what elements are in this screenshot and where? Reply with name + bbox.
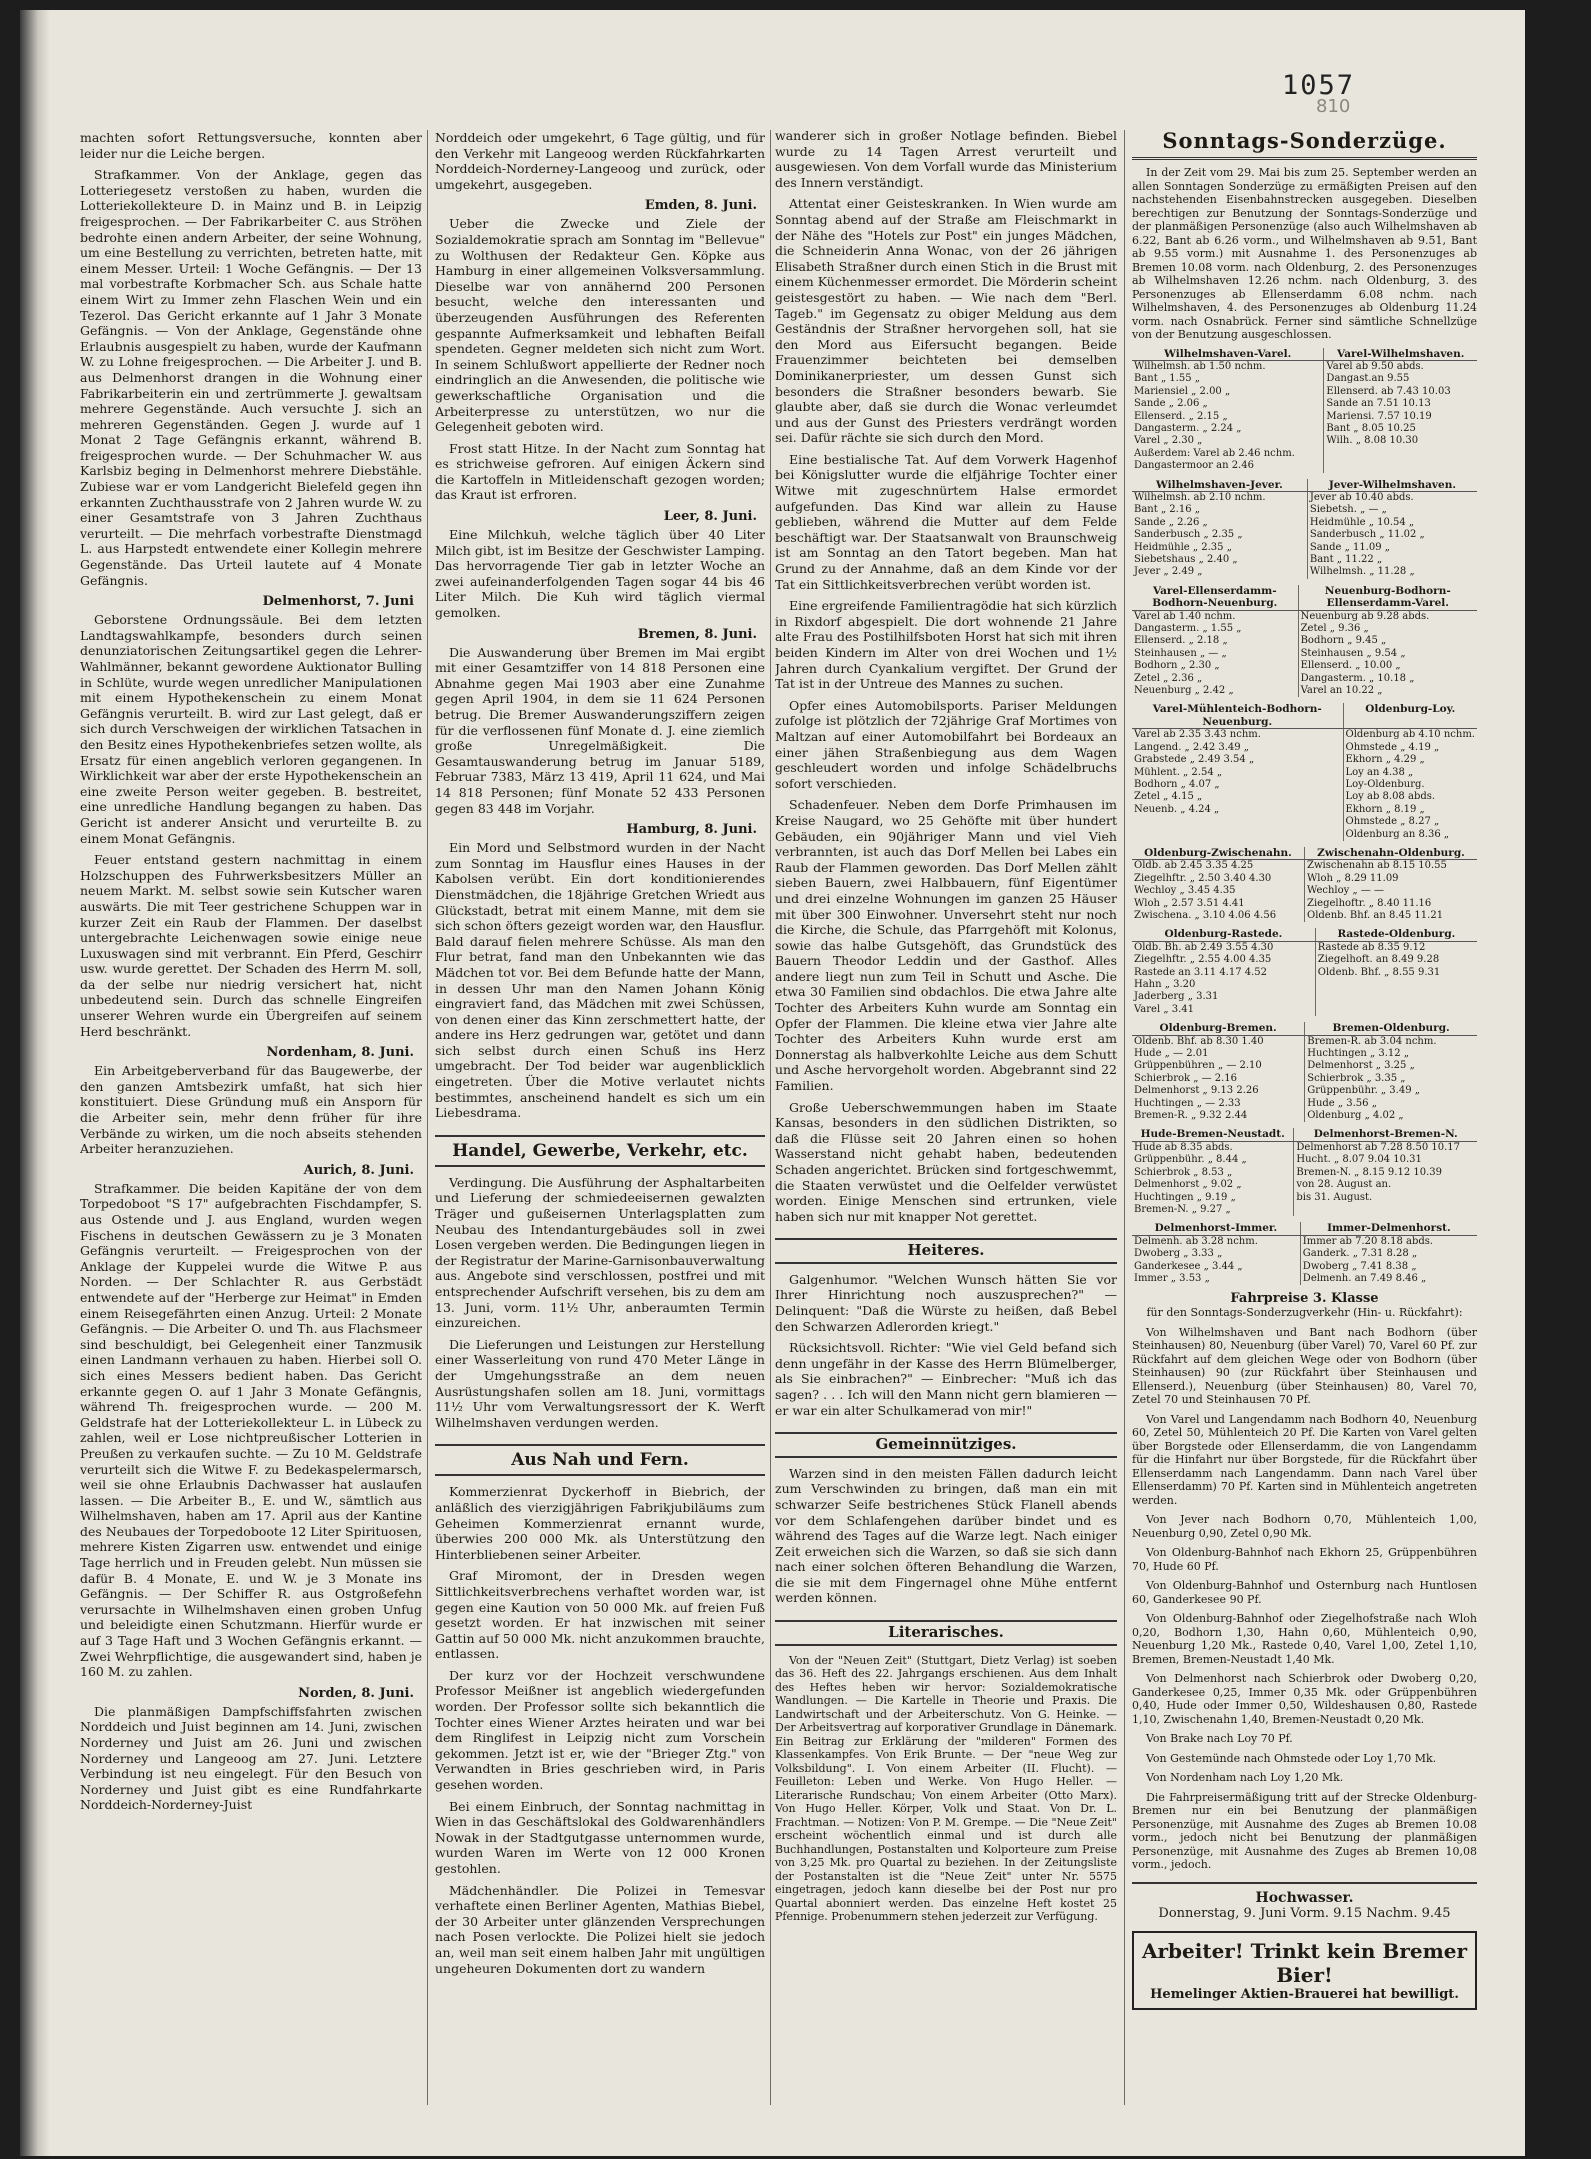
timetable-stop-row: Mariensiel „ 2.00 „ xyxy=(1132,386,1324,398)
article-paragraph: Von der "Neuen Zeit" (Stuttgart, Dietz Verlag) ist soeben das 36. Heft des 22. Jahrgangs erschienen. Aus dem Inhalt des Heftes heben wir hervor: Sozialdemokratische Wandlungen. — Die Kartelle in Theorie und Praxis. Die Landwirtschaft und der Arbeiterschutz. Von G. Heinke. — Der Arbeitsvertrag auf korporativer Grundlage in Dänemark. Ein Beitrag zur Erklärung der "milderen" Formen des Klassenkampfes. Von Erik Brunte. — Der "neue Weg zur Volksbildung". I. Von einem Arbeiter (II. Flucht). — Feuilleton: Leben und Werke. Von Hugo Heller. — Literarische Rundschau; Von einem Arbeiter (Otto Marx). Von Hugo Heller. Körper, Volk und Staat. Von Dr. L. Frachtman. — Notizen: Von P. M. Grempe. — Die "Neue Zeit" erscheint wöchentlich einmal und ist durch alle Buchhandlungen, Postanstalten und Kolporteure zum Preise von 3,25 Mk. pro Quartal zu beziehen. In der Zeitungsliste der Postanstalten ist die "Neue Zeit" unter Nr. 5575 eingetragen, jedoch kann dieselbe bei der Post nur pro Quartal abonniert werden. Das einzelne Heft kostet 25 Pfennige. Probenummern stehen jederzeit zur Verfügung. xyxy=(775,1653,1117,1924)
timetable-stop-row xyxy=(1132,816,1343,828)
timetable-stop-row: Bodhorn „ 2.30 „ xyxy=(1132,660,1298,672)
timetable-stop-row: Huchtingen „ 9.19 „ xyxy=(1132,1192,1294,1204)
book-binding xyxy=(20,10,50,2156)
timetable-stop-row: Siebetsh. „ — „ xyxy=(1309,504,1387,516)
timetable-stop-row: Rastede ab 8.35 9.12 xyxy=(1317,941,1426,953)
article-paragraph: Ueber die Zwecke und Ziele der Sozialdemokratie sprach am Sonntag im "Bellevue" zu Wolthusen der Redakteur Gen. Köpke aus Hamburg in einer allgemeinen Volksversammlung. Dieselbe war von annähernd 200 Personen besucht, welche den interessanten und überzeugenden Ausführungen des Referenten gespannte Aufmerksamkeit und lebhaften Beifall spendeten. Gegner meldeten sich nicht zum Wort. In seinem Schlußwort appellierte der Redner noch eindringlich an die Anwesenden, die politische wie gewerkschaftliche Organisation und die Arbeiterpresse zu unterstützen, wo nur die Gelegenheit geboten wird. xyxy=(435,216,765,435)
timetable-stop-row: Wloh „ 2.57 3.51 4.41 xyxy=(1132,898,1305,910)
dateline: Leer, 8. Juni. xyxy=(663,509,757,525)
timetable-stop-row: Bremen-R. „ 9.32 2.44 xyxy=(1132,1110,1305,1122)
article-paragraph: Die Auswanderung über Bremen im Mai ergibt mit einer Gesamtziffer von 14 818 Personen eine Abnahme gegen Mai 1903 aber eine Zunahme gegen April 1904, in dem sie 11 624 Personen betrug. Die Bremer Auswanderungsziffern zeigen für die verflossenen fünf Monate d. J. eine ziemlich große Unregelmäßigkeit. Die Gesamtauswanderung betrug im Januar 5189, Februar 7383, März 13 419, April 11 624, und Mai 14 818 Personen; fünf Monate 52 433 Personen gegen 83 448 im Vorjahr. xyxy=(435,644,765,816)
fares-title: Fahrpreise 3. Klasse xyxy=(1230,1291,1379,1307)
high-water-times: Donnerstag, 9. Juni Vorm. 9.15 Nachm. 9.45 xyxy=(1158,1905,1451,1921)
article-paragraph: Rücksichtsvoll. Richter: "Wie viel Geld befand sich denn ungefähr in der Kasse des Herrn Blümelberger, als Sie einbrachen?" — Einbrecher: "Muß ich das sagen? . . . Ich will den Mann nicht gern blamieren — er war ein alter Schulkamerad von mir!" xyxy=(775,1340,1117,1418)
article-paragraph: Schadenfeuer. Neben dem Dorfe Primhausen im Kreise Naugard, wo 25 Gehöfte mit über hundert Gebäuden, ein 90jähriger Mann und viel Vieh verbrannten, ist auch das Dorf Mellen bei Labes ein Raub der Flammen geworden. Das Dorf Mellen zählt sieben Bauern, zwei Halbbauern, fünf Eigentümer und drei einzelne Wohnungen im ganzen 25 Häuser mit über 300 Einwohner. Unversehrt steht nur noch die Kirche, die Schule, das Pfarrgehöft mit Kolonus, sowie das halbe Gutsgehöft, das Grundstück des Bauern Theodor Leddin und der Gasthof. Alles andere liegt nun zum Teil in Schutt und Asche. Die etwa 30 Familien sind obdachlos. Die etwa Jahre alte Tochter des Arbeiters Kuhn wurde am Sonntag ein Opfer der Flammen. Die kleine etwa vier Jahre alte Tochter des Arbeiters Kuhn wurde erst am Donnerstag als halbverkohlte Leiche aus dem Schutt und Asche hervorgeholt worden. Abgebrannt sind 22 Familien. xyxy=(775,797,1117,1094)
dateline: Nordenham, 8. Juni. xyxy=(266,1045,414,1061)
timetable-stop-row: Delmenh. ab 3.28 nchm. xyxy=(1132,1235,1300,1248)
timetable-stop-row: Zetel „ 4.15 „ xyxy=(1132,791,1343,803)
article-paragraph: Mädchenhändler. Die Polizei in Temesvar verhaftete einen Berliner Agenten, Mathias Biebel, der 30 Arbeiter unter glänzenden Versprechungen nach Posen verlockte. Die Polizei hielt sie jedoch an, weil man seit einem halben Jahr mit ungültigen ungeheuren Dokumenten dort zu wandern xyxy=(435,1882,765,1976)
column-4-timetable xyxy=(1132,128,1477,2128)
timetable-stop-row: Rastede an 3.11 4.17 4.52 xyxy=(1132,967,1315,979)
timetable-route-heading: Rastede-Oldenburg. xyxy=(1315,928,1477,941)
timetable-stop-row: Zetel „ 9.36 „ xyxy=(1300,623,1369,635)
timetable-stop-row: Heidmühle „ 2.35 „ xyxy=(1132,542,1307,554)
column-rule xyxy=(770,130,771,2105)
timetable-route-heading: Delmenhorst-Bremen-N. xyxy=(1294,1128,1477,1141)
timetable-stop-row: Bant „ 2.16 „ xyxy=(1132,504,1307,516)
column-1 xyxy=(80,130,422,2130)
timetable-stop-row: Huchtingen „ 3.12 „ xyxy=(1307,1048,1410,1060)
timetable-t7 xyxy=(1132,1022,1477,1122)
article-paragraph: Opfer eines Automobilsports. Pariser Meldungen zufolge ist plötzlich der 72jährige Graf Mortimes von Maltzan auf einer Automobilfahrt bei Bordeaux an einer jähen Straßenbiegung aus dem Wagen geschleudert worden und infolge Schädelbruchs sofort verschieden. xyxy=(775,697,1117,791)
fare-paragraph: Von Nordenham nach Loy 1,20 Mk. xyxy=(1146,1771,1344,1785)
timetable-stop-row: Ekhorn „ 4.29 „ xyxy=(1345,754,1425,766)
timetable-stop-row: Dangasterm. „ 10.18 „ xyxy=(1300,672,1415,684)
timetable-t4 xyxy=(1132,703,1477,840)
fare-paragraph: Von Delmenhorst nach Schierbrok oder Dwoberg 0,20, Ganderkesee 0,25, Immer 0,35 Mk. oder Grüppenbühren 0,40, Hude oder Immer 0,50, Wildeshausen 0,80, Rastede 1,10, Zwischenahn 1,40, Bremen-Neustadt 0,20 Mk. xyxy=(1132,1672,1477,1726)
fare-paragraph: Die Fahrpreisermäßigung tritt auf der Strecke Oldenburg-Bremen nur ein bei Benutzung der planmäßigen Personenzüge, mit Ausnahme des Zuges ab Bremen 10.08 vorm., jedoch nicht bei Benutzung der planmäßigen Personenzüge, mit Ausnahme des Zuges ab Bremen 10,08 vorm., jedoch. xyxy=(1132,1790,1477,1872)
timetable-stop-row: Wilhelmsh. ab 2.10 nchm. xyxy=(1132,491,1307,504)
timetable-stop-row: Ziegelhoftr. „ 8.40 11.16 xyxy=(1307,897,1432,909)
timetable-stop-row: Immer ab 7.20 8.18 abds. xyxy=(1302,1235,1434,1247)
timetable-stop-row: Hucht. „ 8.07 9.04 10.31 xyxy=(1296,1154,1422,1166)
timetable-stop-row: Schierbrok „ 8.53 „ xyxy=(1132,1167,1294,1179)
article-paragraph: Die planmäßigen Dampfschiffsfahrten zwischen Norddeich und Juist beginnen am 14. Juni, zwischen Norderney und Juist am 26. Juni und zwischen Norderney und Langeoog am 27. Juni. Letztere Verbindung ist neu eingelegt. Für den Besuch von Norderney und Juist gibt es eine Rundfahrkarte Norddeich-Norderney-Juist xyxy=(80,1703,422,1813)
timetable-route-heading: Varel-Mühlenteich-Bodhorn-Neuenburg. xyxy=(1132,703,1343,728)
timetable-stop-row: Außerdem: Varel ab 2.46 nchm. xyxy=(1132,448,1324,460)
dateline: Bremen, 8. Juni. xyxy=(637,626,757,642)
timetable-stop-row: Sande „ 2.26 „ xyxy=(1132,517,1307,529)
fare-paragraph: Von Varel und Langendamm nach Bodhorn 40, Neuenburg 60, Zetel 50, Mühlenteich 20 Pf. Die Karten von Varel gelten über Borgstede oder Ellenserdamm, die von Langendamm für die Hinfahrt nur über Borgstede, für die Rückfahrt über Ellenserdamm nach Langendamm. Dann nach Varel über Ellenserdamm) 70 Pf. Karten sind in Mühlenteich angetreten werden. xyxy=(1132,1412,1477,1507)
timetable-stop-row: Sande „ 2.06 „ xyxy=(1132,398,1324,410)
timetable-stop-row: Wilhelmsh. ab 1.50 nchm. xyxy=(1132,360,1324,373)
timetable-stop-row: Hude „ — 2.01 xyxy=(1132,1048,1305,1060)
timetable-stop-row: Dangasterm. „ 1.55 „ xyxy=(1132,623,1298,635)
timetable-stop-row: Ellenserd. „ 2.18 „ xyxy=(1132,635,1298,647)
timetable-route-heading: Oldenburg-Rastede. xyxy=(1132,928,1315,941)
article-paragraph: Bei einem Einbruch, der Sonntag nachmittag in Wien in das Geschäftslokal des Goldwarenhändlers Nowak in der Stadtgutgasse unternommen wurde, wurden Waren im Werte von 12 000 Kronen gestohlen. xyxy=(435,1798,765,1876)
timetable-stop-row: Ekhorn „ 8.19 „ xyxy=(1345,803,1425,815)
timetable-stop-row: Zetel „ 2.36 „ xyxy=(1132,673,1298,685)
timetable-route-heading: Oldenburg-Zwischenahn. xyxy=(1132,847,1305,860)
dateline: Delmenhorst, 7. Juni xyxy=(262,594,414,610)
fare-paragraph: Von Oldenburg-Bahnhof und Osternburg nach Huntlosen 60, Ganderkesee 90 Pf. xyxy=(1132,1579,1477,1606)
timetable-stop-row: Jaderberg „ 3.31 xyxy=(1132,991,1315,1003)
timetable-t6 xyxy=(1132,928,1477,1016)
timetable-stop-row: Steinhausen „ 9.54 „ xyxy=(1300,647,1406,659)
timetable-stop-row: Ellenserd. ab 7.43 10.03 xyxy=(1326,385,1451,397)
timetable-stop-row: Loy an 4.38 „ xyxy=(1345,766,1414,778)
fare-paragraph: Von Wilhelmshaven und Bant nach Bodhorn (über Steinhausen) 80, Neuenburg (über Varel) 70, Varel 60 Pf. zur Rückfahrt auf dem gleichen Wege oder von Bodhorn (über Steinhausen) 90 (zur Rückfahrt über Steinhausen und Ellenserd.), Neuenburg (über Steinhausen) 80, Varel 70, Zetel 70 und Steinhausen 70 Pf. xyxy=(1132,1325,1477,1407)
fare-paragraph: Von Oldenburg-Bahnhof nach Ekhorn 25, Grüppenbühren 70, Hude 60 Pf. xyxy=(1132,1546,1477,1573)
timetable-stop-row: Bremen-R. ab 3.04 nchm. xyxy=(1307,1035,1437,1047)
timetable-stop-row: Jever „ 2.49 „ xyxy=(1132,566,1307,578)
article-paragraph: Die Lieferungen und Leistungen zur Herstellung einer Wasserleitung von rund 470 Meter Länge in der Umgehungsstraße an dem neuen Ausrüstungshafen sollen am 18. Juni, vormittags 11½ Uhr vom Verwaltungsressort der K. Werft Wilhelmshaven verdungen werden. xyxy=(435,1336,765,1430)
timetable-t8 xyxy=(1132,1128,1477,1216)
timetable-stop-row: Dangastermoor an 2.46 xyxy=(1132,460,1324,472)
timetable-stop-row xyxy=(1315,1004,1477,1016)
article-paragraph: machten sofort Rettungsversuche, konnten aber leider nur die Leiche bergen. xyxy=(80,130,422,161)
timetable-stop-row: Mariensi. 7.57 10.19 xyxy=(1326,410,1432,422)
timetable-stop-row: Oldenb. Bhf. an 8.45 11.21 xyxy=(1307,909,1444,921)
timetable-stop-row: Wechloy „ 3.45 4.35 xyxy=(1132,885,1305,897)
timetable-stop-row: Neuenburg ab 9.28 abds. xyxy=(1300,610,1430,622)
timetable-stop-row: Delmenhorst ab 7.28 8.50 10.17 xyxy=(1296,1141,1460,1153)
fare-paragraph: Von Brake nach Loy 70 Pf. xyxy=(1146,1732,1293,1746)
timetable-stop-row: Delmenhorst „ 3.25 „ xyxy=(1307,1060,1415,1072)
timetable-stop-row: Loy ab 8.08 abds. xyxy=(1345,791,1436,803)
timetable-stop-row: Siebetshaus „ 2.40 „ xyxy=(1132,554,1307,566)
article-paragraph: Strafkammer. Von der Anklage, gegen das Lotteriegesetz verstoßen zu haben, wurden die Lotteriekollekteure D. in Mainz und B. in Leipzig freigesprochen. — Der Fabrikarbeiter C. aus Ströhen bedrohte einen andern Arbeiter, der seine Wohnung, um eine Bestellung zu verrichten, betreten hatte, mit einem Messer. Urteil: 1 Woche Gefängnis. — Der 13 mal vorbestrafte Korbmacher Sch. aus Schale hatte einem Wirt zu Immer zehn Flaschen Wein und ein Tezerol. Das Gericht erkannte auf 1 Jahr 3 Monate Gefängnis. — Von der Anklage, Gegenstände ohne Erlaubnis ausgespielt zu haben, wurde der Kaufmann W. zu Lohne freigesprochen. — Die Arbeiter J. und B. aus Delmenhorst drangen in die Wohnung einer Fabrikarbeiterin ein und zertrümmerte J. gewaltsam mehrere Gegenstände. Auch versuchte J. sich an mehreren Gegenständen. Gegen J. wurde auf 1 Monat 2 Tage Gefängnis erkannt, während B. freigesprochen wurde. — Der Schuhmacher W. aus Karlsbiz beging in Delmenhorst mehrere Diebstähle. Zubiese war er vom Landgericht Bielefeld gegen ihn erkannten Zuchthausstrafe von 2 Jahren wurde W. zu einer Gesamtstrafe von 3 Jahren Zuchthaus verurteilt. — Die mehrfach vorbestrafte Dienstmagd L. aus Harpstedt entwendete einer Kollegin mehrere Gegenstände. Das Urteil lautete auf 4 Monate Gefängnis. xyxy=(80,167,422,588)
section-heading: Literarisches. xyxy=(775,1620,1117,1646)
timetable-stop-row: Bremen-N. „ 9.27 „ xyxy=(1132,1204,1294,1216)
timetable-stop-row: bis 31. August. xyxy=(1296,1191,1373,1203)
timetable-stop-row: Oldenburg „ 4.02 „ xyxy=(1307,1110,1404,1122)
timetable-route-heading: Delmenhorst-Immer. xyxy=(1132,1222,1300,1235)
timetable-stop-row xyxy=(1315,979,1477,991)
timetable-title: Sonntags-Sonderzüge. xyxy=(1132,128,1477,160)
timetable-stop-row: Dwoberg „ 7.41 8.38 „ xyxy=(1302,1260,1417,1272)
timetable-route-heading: Hude-Bremen-Neustadt. xyxy=(1132,1128,1294,1141)
fare-paragraph: Von Jever nach Bodhorn 0,70, Mühlenteich 1,00, Neuenburg 0,90, Zetel 0,90 Mk. xyxy=(1132,1513,1477,1540)
article-paragraph: Eine bestialische Tat. Auf dem Vorwerk Hagenhof bei Königslutter wurde die elfjährige Tochter einer Witwe mit zugeschnürtem Halse ermordet aufgefunden. Das Kind war allein zu Hause geblieben, während die Mutter auf dem Felde beschäftigt war. Der Staatsanwalt von Braunschweig ist am Sonntag an den Tatort begeben. Man hat Grund zu der Annahme, daß an dem Kinde vor der Tat ein Sittlichkeitsverbrechen verübt worden ist. xyxy=(775,451,1117,592)
article-paragraph: Attentat einer Geisteskranken. In Wien wurde am Sonntag abend auf der Straße am Fleischmarkt in der Nähe des "Hotels zur Post" ein junges Mädchen, die Schneiderin Anna Wonac, von der 26 jährigen Elisabeth Straßner durch einen Stich in die Brust mit einem Küchenmesser ermordet. Die Mörderin scheint geistesgestört zu haben. — Wie nach dem "Berl. Tageb." im Gegensatz zu obiger Meldung aus dem Geständnis der Straßner hervorgehen soll, hat sie den Mord aus Eifersucht begangen. Beide Frauenzimmer beichteten bei demselben Dominikanerpriester, um dessen Gunst sich besonders die Straßner besonders bewarb. Sie glaubte aber, daß sie durch die Wonac verleumdet und aus der Gunst des Priesters verdrängt worden sei. Dafür rächte sie sich durch den Mord. xyxy=(775,196,1117,446)
timetable-stop-row: Heidmühle „ 10.54 „ xyxy=(1309,516,1415,528)
timetable-stop-row: Sanderbusch „ 11.02 „ xyxy=(1309,529,1425,541)
timetable-stop-row: Grüppenbühren „ — 2.10 xyxy=(1132,1060,1305,1072)
timetable-stop-row: Schierbrok „ — 2.16 xyxy=(1132,1073,1305,1085)
article-paragraph: Ein Mord und Selbstmord wurden in der Nacht zum Sonntag im Hausflur eines Hauses in der Kabolsen verübt. Ein dort konditionierendes Dienstmädchen, die 18jährige Gretchen Wriedt aus Glückstadt, betrat mit einem Manne, mit dem sie sich schon öfters gezeigt worden war, den Hausflur. Bald darauf fielen mehrere Schüsse. Als man den Flur betrat, fand man den Unbekannten wie das Mädchen tot vor. Bei dem Befunde hatte der Mann, in dessen Uhr man den Namen Johann König eingraviert fand, das Mädchen mit zwei Schüssen, von denen einer das Kinn zerschmettert hatte, der andere ins Herz gedrungen war, getötet und dann sich selbst durch einen Schuß ins Herz umgebracht. Der Tod beider war augenblicklich eingetreten. Über die Motive verlautet nichts bestimmtes, anscheinend handelt es sich um ein Liebesdrama. xyxy=(435,840,765,1121)
timetable-stop-row: Ganderk. „ 7.31 8.28 „ xyxy=(1302,1248,1418,1260)
timetable-t1 xyxy=(1132,348,1477,473)
column-rule xyxy=(1124,130,1125,2105)
timetable-stop-row: Dangasterm. „ 2.24 „ xyxy=(1132,423,1324,435)
pencil-mark: 810 xyxy=(1316,96,1351,117)
dateline: Norden, 8. Juni. xyxy=(298,1685,414,1701)
timetable-stop-row: Delmenh. an 7.49 8.46 „ xyxy=(1302,1272,1427,1284)
high-water-title: Hochwasser. xyxy=(1132,1882,1477,1906)
timetable-blocks xyxy=(1132,348,1477,1286)
timetable-stop-row: Oldenburg ab 4.10 nchm. xyxy=(1345,729,1475,741)
article-paragraph: Graf Miromont, der in Dresden wegen Sittlichkeitsverbrechens verhaftet worden war, ist gegen eine Kaution von 50 000 Mk. auf freien Fuß gesetzt worden. Er hat inzwischen mit seiner Gattin auf 50 000 Mk. nicht anzukommen brauchte, entlassen. xyxy=(435,1568,765,1662)
section-heading: Heiteres. xyxy=(775,1238,1117,1264)
timetable-stop-row: Ohmstede „ 4.19 „ xyxy=(1345,741,1440,753)
timetable-route-heading: Varel-Ellenserdamm-Bodhorn-Neuenburg. xyxy=(1132,585,1298,610)
timetable-stop-row: Ziegelhoft. an 8.49 9.28 xyxy=(1317,954,1440,966)
timetable-stop-row: Loy-Oldenburg. xyxy=(1345,778,1425,790)
timetable-stop-row: Wechloy „ — — xyxy=(1307,885,1385,897)
section-heading: Gemeinnütziges. xyxy=(775,1432,1117,1458)
article-paragraph: Kommerzienrat Dyckerhoff in Biebrich, der anläßlich des vierzigjährigen Fabrikjubiläums zum Geheimen Kommerzienrat ernannt wurde, überwies 200 000 Mk. als Unterstützung den Hinterbliebenen seiner Arbeiter. xyxy=(435,1484,765,1562)
timetable-stop-row: Delmenhorst „ 9.13 2.26 xyxy=(1132,1085,1305,1097)
fare-paragraph: Von Oldenburg-Bahnhof oder Ziegelhofstraße nach Wloh 0,20, Bodhorn 1,30, Hahn 0,60, Mühlenteich 0,90, Neuenburg 1,20 Mk., Rastede 0,40, Varel 1,00, Zetel 1,10, Bremen, Bremen-Neustadt 1,40 Mk. xyxy=(1132,1612,1477,1666)
timetable-route-heading: Oldenburg-Bremen. xyxy=(1132,1022,1305,1035)
timetable-stop-row: Neuenb. „ 4.24 „ xyxy=(1132,804,1343,816)
article-paragraph: Feuer entstand gestern nachmittag in einem Holzschuppen des Fuhrwerksbesitzers Müller an neuem Markt. M. selbst sowie sein Kutscher waren auswärts. Die mit Teer gestrichene Schuppen war in kurzer Zeit ein Raub der Flammen. Der daselbst untergebrachte Leichenwagen sowie einige neue Luxuswagen sind mit verbrannt. Ein Pferd, Geschirr usw. wurde gerettet. Der Schaden des Herrn M. soll, da der selbe nur niedrig versichert hat, nicht unbedeutend sein. Durch das schnelle Eingreifen unserer Wehren wurde ein Übergreifen auf seinem Herd beschränkt. xyxy=(80,852,422,1039)
article-paragraph: Strafkammer. Die beiden Kapitäne der von dem Torpedoboot "S 17" aufgebrachten Fischdampfer, S. aus Ostende und J. aus England, wurden wegen Fischens in deutschen Gewässern zu je 3 Monaten Gefängnis verurteilt. — Freigesprochen von der Anklage der Kuppelei wurde die Witwe P. aus Norden. — Der Schlachter R. aus Gerbstädt entwendete auf der "Herberge zur Heimat" in Emden einem Reisegefährten einen Anzug. Urteil: 2 Monate Gefängnis. — Die Arbeiter O. und Th. aus Flachsmeer sind beschuldigt, bei Gelegenheit einer Tanzmusik einen Landmann verhauen zu haben. Hierbei soll O. sich eines Messers bedient haben. Das Gericht erkannte gegen O. auf 1 Jahr 3 Monate Gefängnis, während Th. freigesprochen wurde. — 200 M. Geldstrafe hat der Lotteriekollekteur L. in Lübeck zu zahlen, weil er Lose nichtpreußischer Lotterien in Preußen zu verkaufen suchte. — Zu 10 M. Geldstrafe verurteilt sich die Witwe F. zu Bedekaspelermarsch, weil sie ohne Erlaubnis Dachwasser hat auslaufen lassen. — Die Arbeiter B., E. und W., sämtlich aus Wilhelmshaven, haben am 17. April aus der Kantine des Neubaues der Torpedoboote 12 Liter Spirituosen, mehrere Kisten Zigarren usw. entwendet und einige Tage herrlich und in Freuden gelebt. Nun müssen sie dafür B. 4 Monate, E. und W. je 3 Monate ins Gefängnis. — Der Schiffer R. aus Ostgroßefehn verursachte in Wilhelmshaven einen groben Unfug und beleidigte einen Schutzmann. Hierfür wurde er auf 3 Tage Haft und 3 Wochen Gefängnis erkannt. — Zwei Wehrpflichtige, die ausgewandert sind, haben je 160 M. zu zahlen. xyxy=(80,1180,422,1680)
timetable-stop-row: Mühlent. „ 2.54 „ xyxy=(1132,767,1343,779)
timetable-stop-row: Varel ab 1.40 nchm. xyxy=(1132,610,1298,623)
timetable-stop-row: Oldenburg an 8.36 „ xyxy=(1345,828,1450,840)
timetable-route-heading: Jever-Wilhelmshaven. xyxy=(1307,479,1477,492)
fare-paragraph: Von Gestemünde nach Ohmstede oder Loy 1,70 Mk. xyxy=(1146,1751,1437,1765)
timetable-stop-row: Bodhorn „ 4.07 „ xyxy=(1132,779,1343,791)
timetable-stop-row: Bant „ 11.22 „ xyxy=(1309,554,1383,565)
article-paragraph: Frost statt Hitze. In der Nacht zum Sonntag hat es strichweise gefroren. Auf einigen Äckern sind die Kartoffeln in Mitleidenschaft gezogen worden; das Kraut ist erfroren. xyxy=(435,440,765,503)
article-paragraph: Geborstene Ordnungssäule. Bei dem letzten Landtagswahlkampfe, besonders durch seinen denunziatorischen Zeitungsartikel gegen die Lehrer-Wahlmänner, bekannt gewordene Auktionator Bulling in Schlüte, wurde wegen unredlicher Manipulationen mit einem Hypothekenschein zu einem Monat Gefängnis verurteilt. B. wird zur Last gelegt, daß er sich durch Verschweigen der wirklichen Tatsachen in den Besitz eines Hypothekenbriefes setzen wollte, als Ersatz für einen angeblich verloren gegangenen. In Wirklichkeit war aber der erste Hypothekenschein an eine zweite Person weiter gegeben. B. bestreitet, eine unredliche Handlung begangen zu haben. Das Gericht ist anderer Ansicht und verurteilte B. zu einem Monat Gefängnis. xyxy=(80,612,422,846)
column-rule xyxy=(427,130,428,2105)
timetable-stop-row: Grüppenbühr. „ 3.49 „ xyxy=(1307,1085,1420,1097)
article-paragraph: Warzen sind in den meisten Fällen dadurch leicht zum Verschwinden zu bringen, daß man ein mit schwarzer Seife bestrichenes Stück Flanell abends vor dem Schlafengehen darüber bindet und es während des Tages auf die Warze legt. Nach einiger Zeit erweichen sich die Warzen, so daß sie sich dann nach einer solchen öfteren Behandlung die Warzen, die sie mit dem Fingernagel ohne Mühe entfernt werden können. xyxy=(775,1465,1117,1606)
timetable-stop-row: Varel an 10.22 „ xyxy=(1300,685,1383,697)
timetable-stop-row: Neuenburg „ 2.42 „ xyxy=(1132,685,1298,697)
dateline: Emden, 8. Juni. xyxy=(644,198,757,214)
timetable-stop-row: Immer „ 3.53 „ xyxy=(1132,1273,1300,1285)
article-paragraph: Große Ueberschwemmungen haben im Staate Kansas, besonders in den südlichen Distrikten, so daß die Flüsse seit 20 Jahren einen so hohen Wasserstand nicht gehabt haben, bedeutenden Schaden angerichtet. Brücken sind fortgeschwemmt, die Staaten verwüstet und die Oelfelder verwüstet worden. Einige Menschen sind ertrunken, viele haben sich nur mit knapper Not gerettet. xyxy=(775,1099,1117,1224)
fares-subtitle: für den Sonntags-Sonderzugverkehr (Hin- u. Rückfahrt): xyxy=(1146,1306,1463,1320)
timetable-t3 xyxy=(1132,585,1477,698)
article-paragraph: wanderer sich in großer Notlage befinden. Biebel wurde zu 14 Tagen Arrest verurteilt und ausgewiesen. Von dem Vorfall wurde das Ministerium des Innern verständigt. xyxy=(775,128,1117,190)
dateline: Aurich, 8. Juni. xyxy=(303,1162,414,1178)
timetable-stop-row: Hahn „ 3.20 xyxy=(1132,979,1315,991)
page-number: 1057 xyxy=(1282,70,1356,101)
article-paragraph: Verdingung. Die Ausführung der Asphaltarbeiten und Lieferung der schmiedeeisernen gewalzten Träger und gußeisernen Unterlagsplatten zum Neubau des Intendanturgebäudes soll in zwei Losen vergeben werden. Die Bedingungen liegen in der Registratur der Marine-Garnisonbauverwaltung aus. Angebote sind verschlossen, postfrei und mit entsprechender Aufschrift versehen, bis zu dem am 13. Juni, vorm. 11½ Uhr, anberaumten Termin einzureichen. xyxy=(435,1174,765,1331)
timetable-stop-row: Oldenb. Bhf. ab 8.30 1.40 xyxy=(1132,1035,1305,1048)
dateline: Hamburg, 8. Juni. xyxy=(626,822,757,838)
timetable-route-heading: Varel-Wilhelmshaven. xyxy=(1324,348,1477,361)
article-paragraph: Norddeich oder umgekehrt, 6 Tage gültig, und für den Verkehr mit Langeoog werden Rückfahrkarten Norddeich-Norderney-Langeoog und zurück, oder umgekehrt, ausgegeben. xyxy=(435,130,765,192)
timetable-route-heading: Wilhelmshaven-Jever. xyxy=(1132,479,1307,492)
timetable-route-heading: Immer-Delmenhorst. xyxy=(1300,1222,1477,1235)
newspaper-page xyxy=(20,10,1525,2156)
timetable-stop-row: Grabstede „ 2.49 3.54 „ xyxy=(1132,754,1343,766)
ad-subline: Hemelinger Aktien-Brauerei hat bewilligt. xyxy=(1150,1986,1459,2002)
timetable-stop-row: Oldb. Bh. ab 2.49 3.55 4.30 xyxy=(1132,941,1315,954)
timetable-stop-row: Ziegelhftr. „ 2.50 3.40 4.30 xyxy=(1132,873,1305,885)
timetable-route-heading: Bremen-Oldenburg. xyxy=(1305,1022,1477,1035)
column-3 xyxy=(775,128,1117,2128)
timetable-stop-row: Huchtingen „ — 2.33 xyxy=(1132,1098,1305,1110)
timetable-stop-row: Dangast.an 9.55 xyxy=(1326,373,1410,385)
timetable-route-heading: Neuenburg-Bodhorn-Ellenserdamm-Varel. xyxy=(1298,585,1477,610)
timetable-t2 xyxy=(1132,479,1477,579)
timetable-stop-row: Oldb. ab 2.45 3.35 4.25 xyxy=(1132,860,1305,873)
timetable-stop-row: Sande „ 11.09 „ xyxy=(1309,541,1390,553)
timetable-stop-row: Varel „ 3.41 xyxy=(1132,1004,1315,1016)
timetable-stop-row: Wilh. „ 8.08 10.30 xyxy=(1326,435,1419,447)
timetable-stop-row: Bremen-N. „ 8.15 9.12 10.39 xyxy=(1296,1166,1443,1178)
timetable-stop-row: Ganderkesee „ 3.44 „ xyxy=(1132,1261,1300,1273)
article-paragraph: Ein Arbeitgeberverband für das Baugewerbe, der den ganzen Amtsbezirk umfaßt, hat sich hier konstituiert. Diese Gründung muß ein Ansporn für die Arbeiter sein, mehr denn früher für ihre Verbände zu wirken, um die noch abseits stehenden Arbeiter heranzuziehen. xyxy=(80,1063,422,1157)
article-paragraph: Eine ergreifende Familientragödie hat sich kürzlich in Rixdorf abgespielt. Die dort wohnende 21 Jahre alte Frau des Postilhilfsboten Horst hat sich mit ihren beiden Kindern im Alter von drei Wochen und 1½ Jahren durch Cyankalium vergiftet. Der Grund der Tat ist in der Untreue des Mannes zu suchen. xyxy=(775,598,1117,692)
timetable-stop-row: Varel „ 2.30 „ xyxy=(1132,435,1324,447)
timetable-stop-row xyxy=(1324,460,1477,472)
timetable-stop-row: Sande an 7.51 10.13 xyxy=(1326,398,1431,410)
timetable-stop-row xyxy=(1132,829,1343,841)
timetable-stop-row: Jever ab 10.40 abds. xyxy=(1309,491,1414,503)
timetable-t9 xyxy=(1132,1222,1477,1285)
timetable-stop-row: Steinhausen „ — „ xyxy=(1132,648,1298,660)
timetable-stop-row: Wilhelmsh. „ 11.28 „ xyxy=(1309,566,1415,578)
timetable-stop-row: Ziegelhftr. „ 2.55 4.00 4.35 xyxy=(1132,954,1315,966)
timetable-stop-row: Varel ab 2.35 3.43 nchm. xyxy=(1132,729,1343,742)
timetable-stop-row: Varel ab 9.50 abds. xyxy=(1326,360,1424,372)
timetable-stop-row: Ohmstede „ 8.27 „ xyxy=(1345,816,1440,828)
timetable-stop-row: Ellenserd. „ 10.00 „ xyxy=(1300,660,1401,672)
article-paragraph: Eine Milchkuh, welche täglich über 40 Liter Milch gibt, ist im Besitze der Geschwister Lamping. Das hervorragende Tier gab in letzter Woche an zwei aufeinanderfolgenden Tagen sogar 44 bis 46 Liter Milch. Die Kuh wird täglich viermal gemolken. xyxy=(435,527,765,621)
timetable-stop-row xyxy=(1294,1204,1477,1216)
timetable-stop-row: Hude „ 3.56 „ xyxy=(1307,1097,1377,1109)
ad-headline: Arbeiter! Trinkt kein Bremer Bier! xyxy=(1141,1938,1468,1987)
timetable-route-heading: Zwischenahn-Oldenburg. xyxy=(1305,847,1478,860)
timetable-stop-row: Zwischenahn ab 8.15 10.55 xyxy=(1307,860,1447,872)
timetable-route-heading: Wilhelmshaven-Varel. xyxy=(1132,348,1324,361)
article-paragraph: Der kurz vor der Hochzeit verschwundene Professor Meißner ist angeblich wiedergefunden worden. Der Professor sollte sich bekanntlich die Tochter eines Wiener Arztes heiraten und war bei dem Ringlifest in Leipzig nicht zum Vorschein gekommen. Jetzt ist er, wie der "Brieger Ztg." von Verwandten in Bries geschrieben wird, in Paris gesehen worden. xyxy=(435,1667,765,1793)
timetable-stop-row xyxy=(1324,448,1477,460)
timetable-stop-row: Langend. „ 2.42 3.49 „ xyxy=(1132,742,1343,754)
timetable-stop-row: Oldenb. Bhf. „ 8.55 9.31 xyxy=(1317,966,1441,978)
column-2 xyxy=(435,130,765,2130)
timetable-stop-row: Grüppenbühr. „ 8.44 „ xyxy=(1132,1154,1294,1166)
timetable-stop-row: Schierbrok „ 3.35 „ xyxy=(1307,1072,1406,1084)
timetable-stop-row: Wloh „ 8.29 11.09 xyxy=(1307,872,1399,884)
timetable-stop-row: Hude ab 8.35 abds. xyxy=(1132,1141,1294,1154)
section-heading: Handel, Gewerbe, Verkehr, etc. xyxy=(435,1135,765,1167)
timetable-intro: In der Zeit vom 29. Mai bis zum 25. September werden an allen Sonntagen Sonderzüge zu ermäßigten Preisen auf den nachstehenden Eisenbahnstrecken ausgegeben. Dieselben berechtigen zur Benutzung der Sonntags-Sonderzüge und der planmäßigen Personenzüge (also auch Wilhelmshaven ab 6.22, Bant ab 6.26 vorm., und Wilhelmshaven ab 9.51, Bant ab 9.55 vorm.) mit Ausnahme 1. des Personenzuges ab Bremen 10.08 vorm. nach Oldenburg, 2. des Personenzuges ab Wilhelmshaven 12.26 nchm. nach Oldenburg, 3. des Personenzuges ab Ellenserdamm 6.08 nchm. nach Wilhelmshaven, 4. des Personenzuges ab Oldenburg 11.24 vorm. nach Osnabrück. Ferner sind sämtliche Schnellzüge von der Benutzung ausgeschlossen. xyxy=(1132,166,1477,341)
timetable-stop-row: Delmenhorst „ 9.02 „ xyxy=(1132,1179,1294,1191)
beer-boycott-ad xyxy=(1132,1931,1477,2010)
timetable-stop-row: von 28. August an. xyxy=(1296,1179,1392,1191)
section-heading: Aus Nah und Fern. xyxy=(435,1444,765,1476)
timetable-stop-row: Bant „ 8.05 10.25 xyxy=(1326,422,1416,434)
timetable-t5 xyxy=(1132,847,1477,922)
timetable-route-heading: Oldenburg-Loy. xyxy=(1343,703,1477,728)
timetable-stop-row: Dwoberg „ 3.33 „ xyxy=(1132,1248,1300,1260)
article-paragraph: Galgenhumor. "Welchen Wunsch hätten Sie vor Ihrer Hinrichtung noch auszusprechen?" — Delinquent: "Daß die Würste zu heißen, daß Bebel den Schwarzen Adlerorden kriegt." xyxy=(775,1271,1117,1334)
timetable-stop-row: Bodhorn „ 9.45 „ xyxy=(1300,635,1387,647)
timetable-stop-row xyxy=(1315,991,1477,1003)
timetable-stop-row: Zwischena. „ 3.10 4.06 4.56 xyxy=(1132,910,1305,922)
timetable-stop-row: Ellenserd. „ 2.15 „ xyxy=(1132,411,1324,423)
timetable-stop-row: Bant „ 1.55 „ xyxy=(1132,373,1324,385)
timetable-stop-row: Sanderbusch „ 2.35 „ xyxy=(1132,529,1307,541)
